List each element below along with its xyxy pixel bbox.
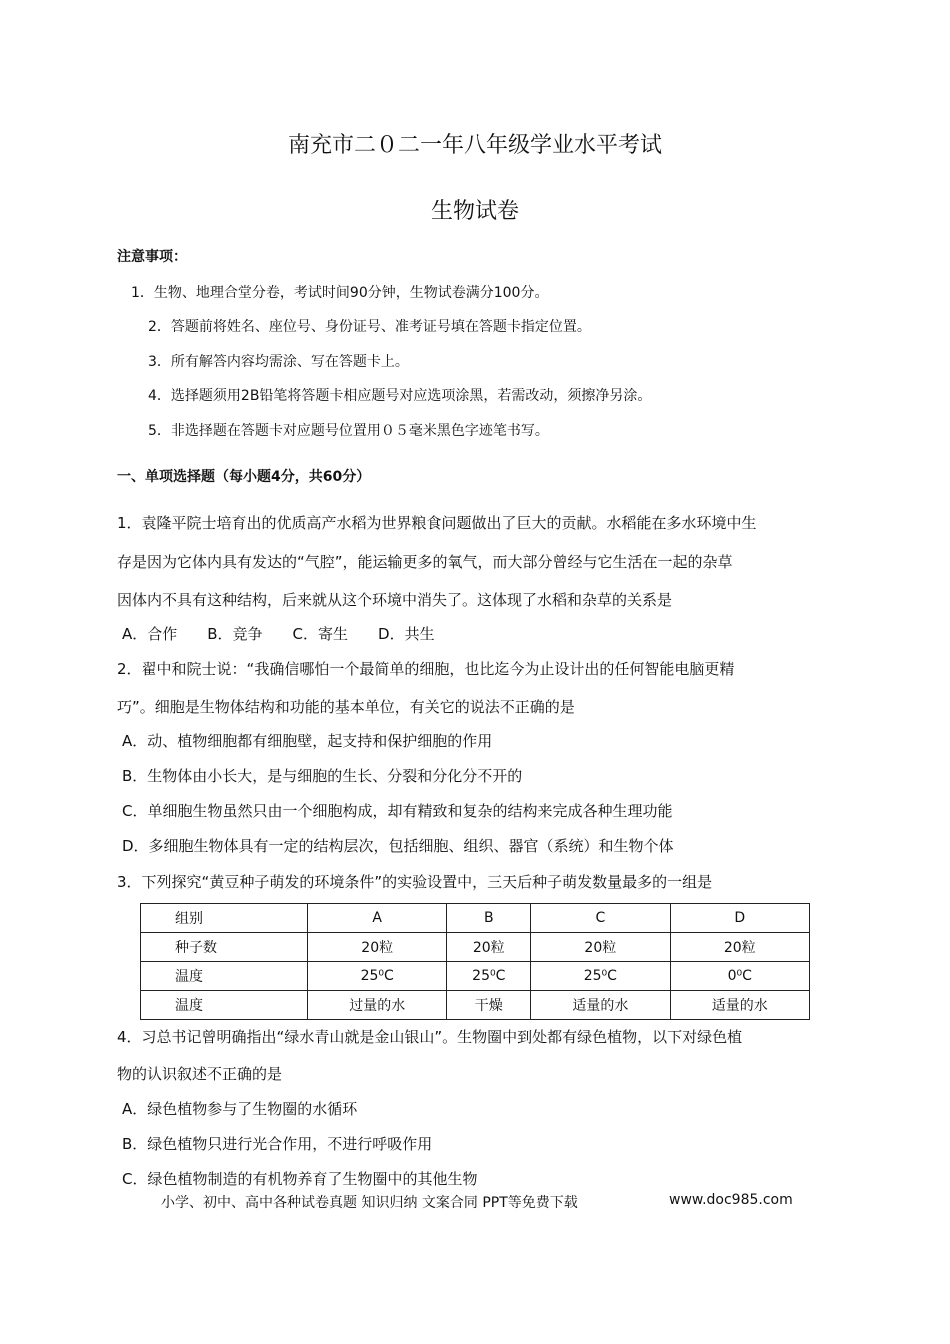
q4-line-2: 物的认识叙述不正确的是 [117, 1065, 283, 1083]
table-cell: 20粒 [447, 933, 531, 962]
exam-title: 南充市二０二一年八年级学业水平考试 [287, 133, 662, 158]
note-item-5: 5．非选择题在答题卡对应题号位置用０５毫米黑色字迹笔书写。 [148, 423, 549, 439]
table-cell: 20粒 [531, 933, 670, 962]
q3-stem: 3．下列探究“黄豆种子萌发的环境条件”的实验设置中，三天后种子萌发数量最多的一组是 [117, 873, 713, 891]
exam-subtitle: 生物试卷 [430, 199, 519, 224]
section-heading: 一、单项选择题（每小题4分，共60分） [117, 469, 371, 485]
table-cell: 适量的水 [670, 991, 809, 1020]
seed-experiment-table [140, 903, 810, 1020]
table-cell: B [447, 904, 531, 933]
table-cell: 温度 [141, 991, 308, 1020]
table-cell: 过量的水 [308, 991, 447, 1020]
table-cell: D [670, 904, 809, 933]
table-cell: 20粒 [308, 933, 447, 962]
q4-option-c: C．绿色植物制造的有机物养育了生物圈中的其他生物 [122, 1170, 478, 1188]
q2-option-d: D．多细胞生物体具有一定的结构层次，包括细胞、组织、器官（系统）和生物个体 [122, 837, 674, 855]
footer-text: 小学、初中、高中各种试卷真题 知识归纳 文案合同 PPT等免费下载 [161, 1195, 578, 1211]
q4-line-1: 4．习总书记曾明确指出“绿水青山就是金山银山”。生物圈中到处都有绿色植物，以下对绿色植 [117, 1028, 743, 1046]
q1-line-2: 存是因为它体内具有发达的“气腔”，能运输更多的氧气，而大部分曾经与它生活在一起的杂草 [117, 553, 733, 571]
q4-option-b: B．绿色植物只进行光合作用，不进行呼吸作用 [122, 1135, 433, 1153]
notes-heading: 注意事项： [117, 249, 187, 265]
table-cell: 适量的水 [531, 991, 670, 1020]
q2-line-1: 2．翟中和院士说：“我确信哪怕一个最简单的细胞，也比迄今为止设计出的任何智能电脑更精 [117, 660, 735, 678]
table-row [141, 962, 810, 991]
note-item-4: 4．选择题须用2B铅笔将答题卡相应题号对应选项涂黑，若需改动，须擦净另涂。 [148, 388, 652, 404]
table-cell: 20粒 [670, 933, 809, 962]
table-cell: 种子数 [141, 933, 308, 962]
table-row [141, 904, 810, 933]
table-cell: 25⁰C [308, 962, 447, 991]
table-cell: 25⁰C [447, 962, 531, 991]
q1-options: A．合作 B．竞争 C．寄生 D．共生 [122, 625, 435, 643]
q4-option-a: A．绿色植物参与了生物圈的水循环 [122, 1100, 358, 1118]
q2-option-a: A．动、植物细胞都有细胞壁，起支持和保护细胞的作用 [122, 732, 493, 750]
note-item-1: 1．生物、地理合堂分卷，考试时间90分钟，生物试卷满分100分。 [131, 285, 549, 301]
note-item-2: 2．答题前将姓名、座位号、身份证号、准考证号填在答题卡指定位置。 [148, 319, 591, 335]
table-cell: 温度 [141, 962, 308, 991]
table-cell: 干燥 [447, 991, 531, 1020]
table-cell: C [531, 904, 670, 933]
footer-url[interactable]: www.doc985.com [669, 1192, 793, 1208]
table-row [141, 991, 810, 1020]
table-cell: 0⁰C [670, 962, 809, 991]
note-item-3: 3．所有解答内容均需涂、写在答题卡上。 [148, 354, 409, 370]
table-cell: 组别 [141, 904, 308, 933]
q1-line-3: 因体内不具有这种结构，后来就从这个环境中消失了。这体现了水稻和杂草的关系是 [117, 591, 673, 609]
q1-line-1: 1．袁隆平院士培育出的优质高产水稻为世界粮食问题做出了巨大的贡献。水稻能在多水环境中生 [117, 514, 757, 532]
table-cell: A [308, 904, 447, 933]
table-row [141, 933, 810, 962]
table-cell: 25⁰C [531, 962, 670, 991]
q2-option-c: C．单细胞生物虽然只由一个细胞构成，却有精致和复杂的结构来完成各种生理功能 [122, 802, 673, 820]
q2-option-b: B．生物体由小长大，是与细胞的生长、分裂和分化分不开的 [122, 767, 523, 785]
q2-line-2: 巧”。细胞是生物体结构和功能的基本单位，有关它的说法不正确的是 [117, 698, 575, 716]
